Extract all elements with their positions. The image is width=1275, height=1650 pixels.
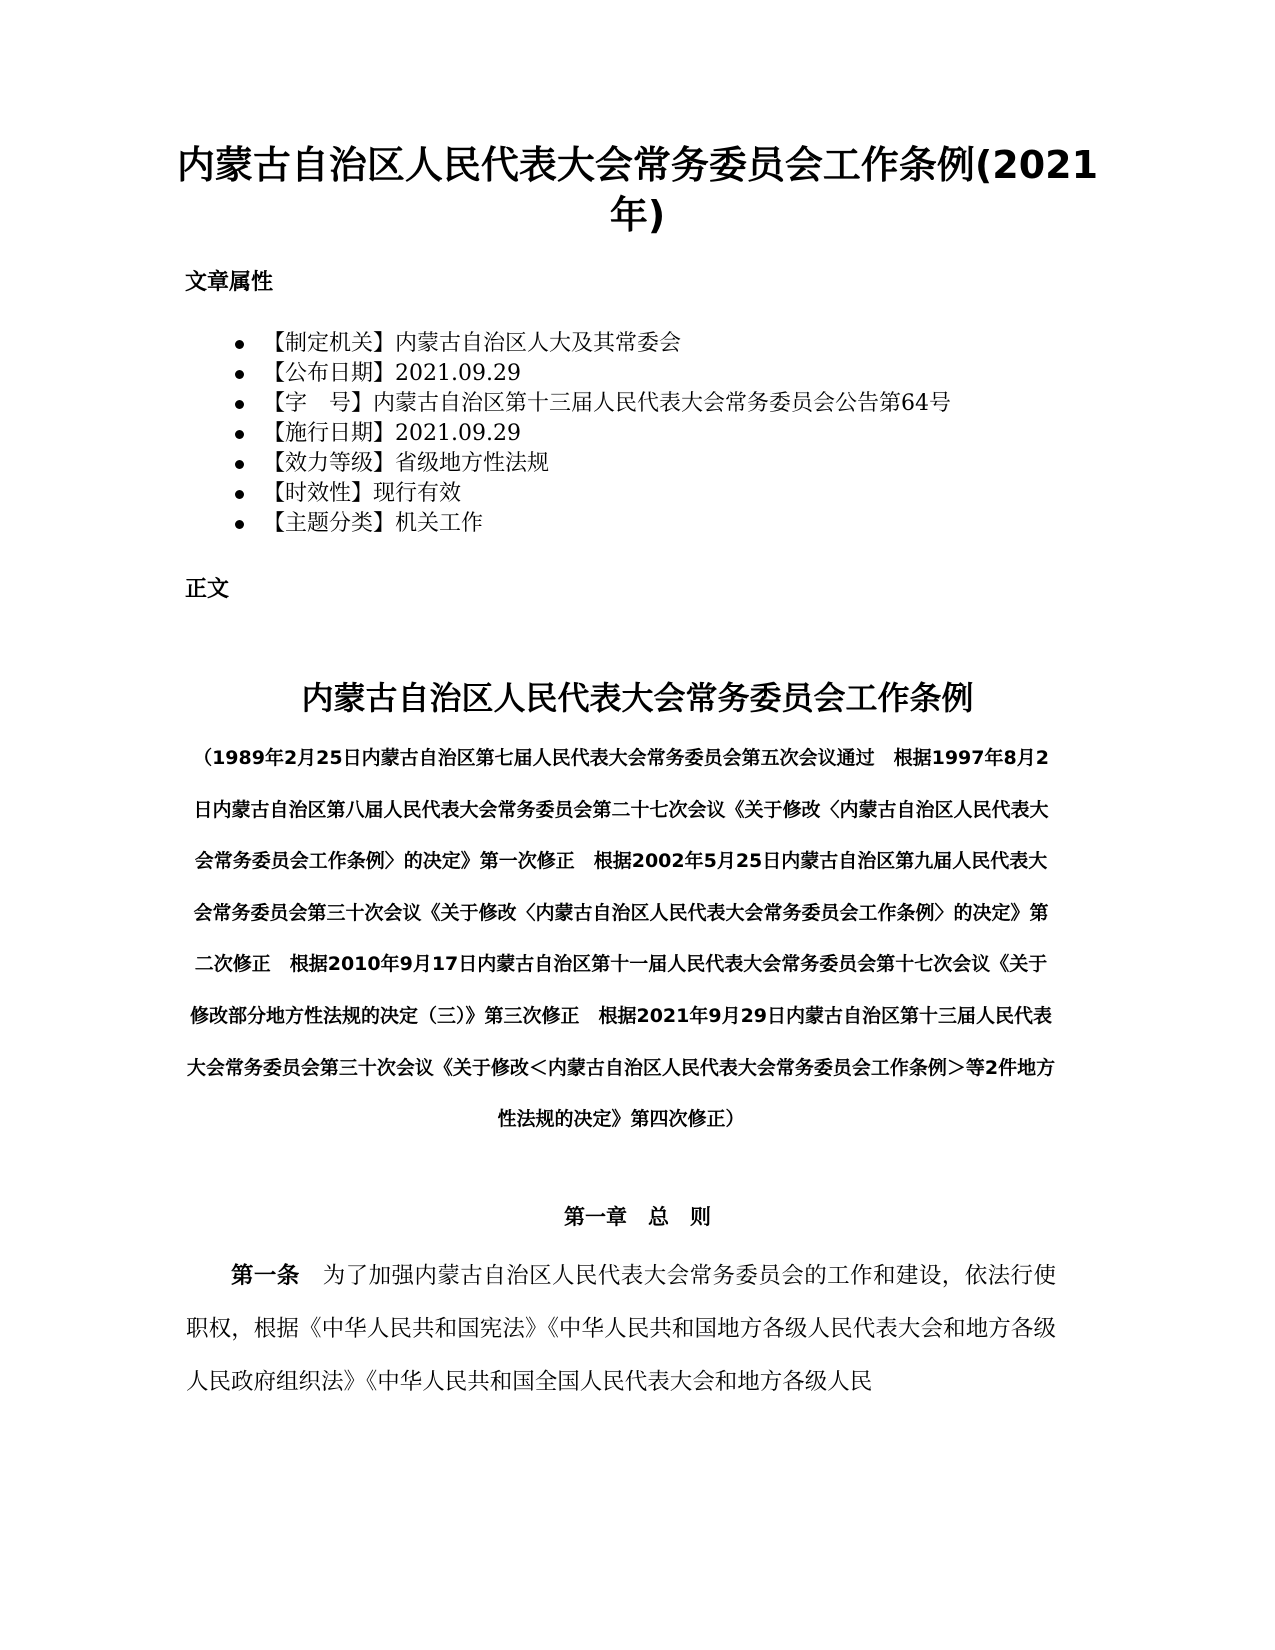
- bullet-icon: [235, 430, 244, 439]
- attribute-text: 【效力等级】省级地方性法规: [263, 451, 550, 476]
- attribute-text: 【时效性】现行有效: [263, 481, 462, 506]
- attribute-text: 【制定机关】内蒙古自治区人大及其常委会: [263, 331, 682, 356]
- attribute-text: 【施行日期】2021.09.29: [263, 421, 521, 446]
- bullet-icon: [235, 490, 244, 499]
- law-title: 内蒙古自治区人民代表大会常务委员会工作条例: [301, 679, 974, 717]
- body-heading: 正文: [185, 577, 230, 602]
- revision-note: （1989年2月25日内蒙古自治区第七届人民代表大会常务委员会第五次会议通过 根据1997年8月2日内蒙古自治区第八届人民代表大会常务委员会第二十七次会议《关于修改〈内蒙古自治区人民代表大会常务委员会工作条例〉的决定》第一次修正 根据2002年5月25日内蒙古自治区第九届人民代表大会常务委员会第三十次会议《关于修改〈内蒙古自治区人民代表大会常务委员会工作条例〉的决定》第二次修正 根据2010年9月17日内蒙古自治区第十一届人民代表大会常务委员会第十七次会议《关于修改部分地方性法规的决定（三）》第三次修正 根据2021年9月29日内蒙古自治区第十三届人民代表大会常务委员会第三十次会议《关于修改＜内蒙古自治区人民代表大会常务委员会工作条例＞等2件地方性法规的决定》第四次修正）: [186, 747, 1056, 1131]
- attributes-heading: 文章属性: [185, 270, 274, 295]
- attribute-text: 【主题分类】机关工作: [263, 511, 484, 536]
- chapter-title: 第一章 总 则: [564, 1205, 711, 1229]
- attribute-text: 【字 号】内蒙古自治区第十三届人民代表大会常务委员会公告第64号: [263, 391, 951, 416]
- attribute-text: 【公布日期】2021.09.29: [263, 361, 521, 386]
- article-text: 为了加强内蒙古自治区人民代表大会常务委员会的工作和建设，依法行使职权，根据《中华人民共和国宪法》《中华人民共和国地方各级人民代表大会和地方各级人民政府组织法》《中华人民共和国全国人民代表大会和地方各级人民: [186, 1263, 1056, 1395]
- bullet-icon: [235, 520, 244, 529]
- article-paragraph: [186, 1250, 1056, 1409]
- bullet-icon: [235, 460, 244, 469]
- article-number: 第一条: [231, 1263, 300, 1289]
- document-title: 内蒙古自治区人民代表大会常务委员会工作条例(2021年): [176, 143, 1099, 237]
- bullet-icon: [235, 370, 244, 379]
- bullet-icon: [235, 340, 244, 349]
- bullet-icon: [235, 400, 244, 409]
